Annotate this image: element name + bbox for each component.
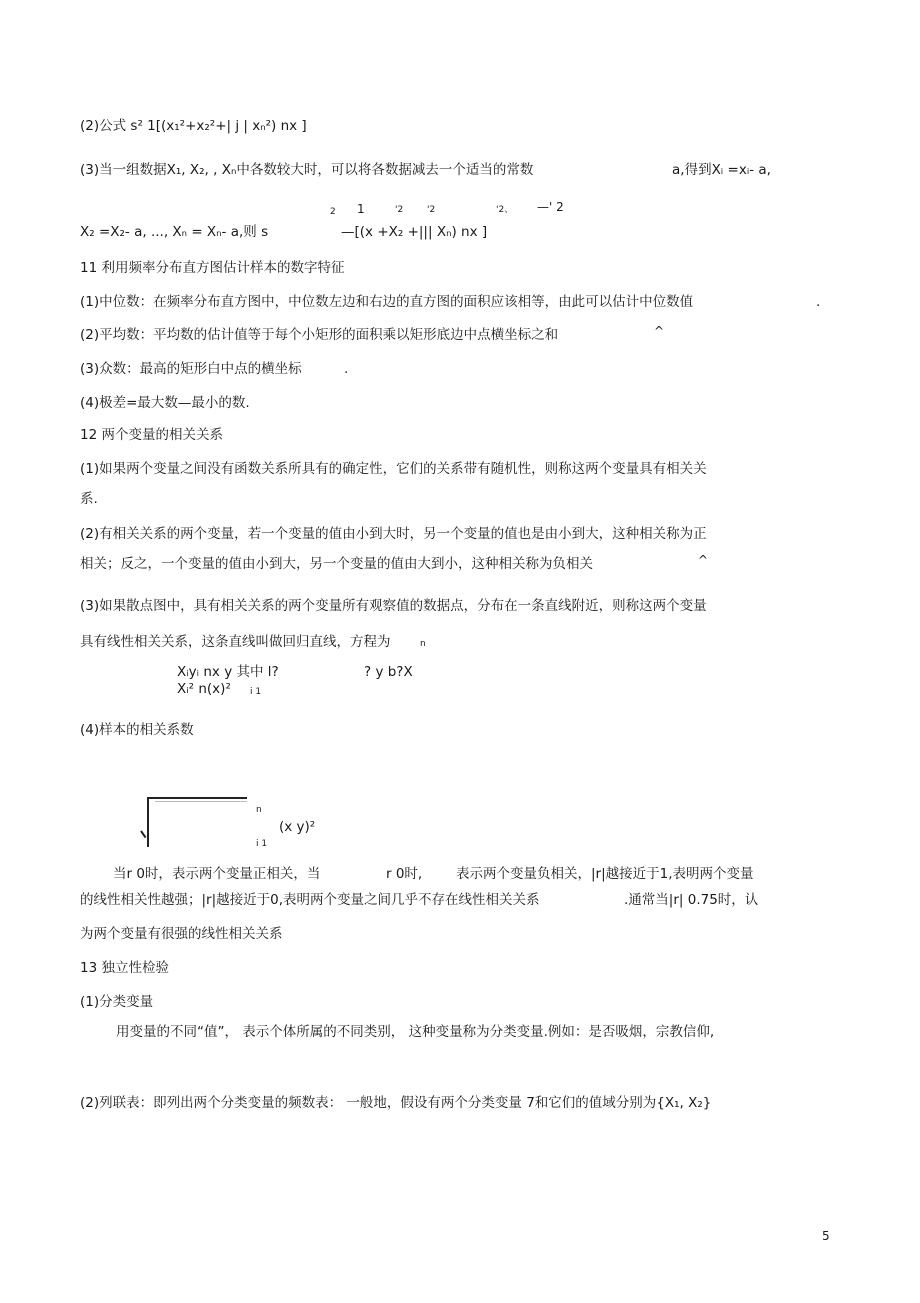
para-11-1: (1)中位数：在频率分布直方图中，中位数左边和右边的直方图的面积应该相等，由此可以估计中位数值	[80, 294, 694, 310]
item-3-sup-b: 1	[357, 202, 365, 216]
item-3-sup-e: '2、	[496, 205, 514, 215]
para-13-1: (1)分类变量	[80, 994, 154, 1010]
radical-sub: i 1	[256, 839, 268, 849]
heading-12: 12 两个变量的相关关系	[80, 427, 223, 443]
para-13-2: (2)列联表：即列出两个分类变量的频数表： 一般地，假设有两个分类变量 7和它们的值域分别为{X₁, X₂}	[80, 1095, 712, 1111]
para-11-2: (2)平均数：平均数的估计值等于每个小矩形的面积乘以矩形底边中点横坐标之和	[80, 327, 559, 343]
para-12-3-n: n	[420, 639, 426, 649]
radical-expression: (x y)²	[279, 819, 316, 835]
radical-hook	[140, 830, 146, 838]
item-3-sup-d: '2	[427, 205, 436, 215]
formula-2: (2)公式 s² 1[(x₁²+x₂²+| j | xₙ²) nx ]	[80, 118, 307, 134]
para-13-1-b: 用变量的不同“值”， 表示个体所属的不同类别， 这种变量称为分类变量.例如：是否吸烟，宗教信仰,	[116, 1024, 715, 1040]
para-12-r-2-b: .通常当|r| 0.75时，认	[624, 892, 759, 908]
para-11-3-dot: .	[344, 361, 349, 377]
para-12-r-2-a: 的线性相关性越强；|r|越接近于0,表明两个变量之间几乎不存在线性相关关系	[80, 892, 540, 908]
para-12-3-b: 具有线性相关关系，这条直线叫做回归直线，方程为	[80, 634, 391, 650]
para-12-2-hat: ^	[698, 553, 709, 567]
para-11-2-hat: ^	[654, 324, 665, 338]
item-3-line-1-end: a,得到Xᵢ =xᵢ- a,	[672, 162, 771, 178]
item-3-sup-c: '2	[395, 205, 404, 215]
para-12-2-b: 相关；反之，一个变量的值由小到大，另一个变量的值由大到小，这种相关称为负相关	[80, 556, 593, 572]
heading-11: 11 利用频率分布直方图估计样本的数字特征	[80, 260, 345, 276]
para-12-1-a: (1)如果两个变量之间没有函数关系所具有的确定性，它们的关系带有随机性，则称这两个变量具有相关关	[80, 461, 707, 477]
item-3-line-2-formula: —[(x +X₂ +||| Xₙ) nx ]	[341, 224, 488, 240]
heading-13: 13 独立性检验	[80, 960, 169, 976]
regression-eq-sub: i 1	[250, 687, 262, 697]
para-12-r-1-b: r 0时,	[386, 866, 423, 882]
para-11-3: (3)众数：最高的矩形白中点的横坐标	[80, 361, 302, 377]
radical-inner-line	[155, 801, 247, 808]
para-12-4: (4)样本的相关系数	[80, 722, 194, 738]
item-3-sup-a: 2	[330, 207, 336, 217]
radical-overline	[147, 797, 247, 799]
para-11-1-dot: .	[816, 294, 821, 310]
para-12-r-3: 为两个变量有很强的线性相关关系	[80, 926, 283, 942]
para-12-r-1-c: 表示两个变量负相关，|r|越接近于1,表明两个变量	[456, 866, 754, 882]
para-11-4: (4)极差=最大数—最小的数.	[80, 395, 250, 411]
regression-eq-line-1-b: ? y b?X	[364, 664, 413, 680]
item-3-line-1: (3)当一组数据X₁, X₂, , Xₙ中各数较大时，可以将各数据减去一个适当的常数	[80, 162, 534, 178]
para-12-2-a: (2)有相关关系的两个变量，若一个变量的值由小到大时，另一个变量的值也是由小到大，这种相关称为正	[80, 526, 707, 542]
para-12-3-a: (3)如果散点图中，具有相关关系的两个变量所有观察值的数据点，分布在一条直线附近，则称这两个变量	[80, 598, 707, 614]
page-number: 5	[822, 1229, 830, 1243]
para-12-r-1-a: 当r 0时，表示两个变量正相关，当	[113, 866, 321, 882]
para-12-1-b: 系.	[80, 491, 98, 507]
radical-n: n	[256, 805, 262, 815]
regression-eq-line-2: Xᵢ² n(x)²	[177, 681, 231, 697]
item-3-sup-f: —' 2	[537, 200, 564, 214]
radical-stem	[147, 799, 149, 847]
item-3-line-2: X₂ =X₂- a, ..., Xₙ = Xₙ- a,则 s	[80, 224, 269, 240]
regression-eq-line-1: Xᵢyᵢ nx y 其中 l?	[177, 664, 279, 680]
